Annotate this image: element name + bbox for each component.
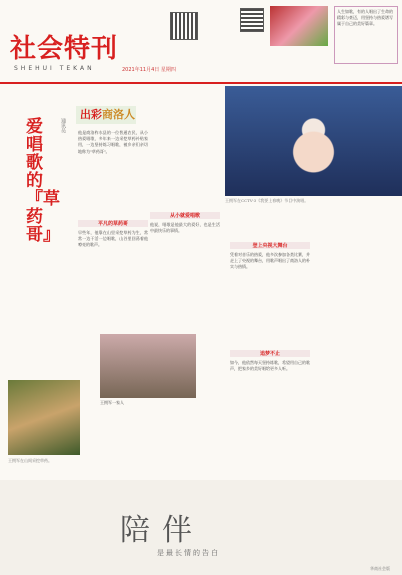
newspaper-subtitle: SHEHUI TEKAN	[14, 65, 95, 72]
article-author: 通讯员	[60, 118, 66, 133]
section-head: 追梦不止	[230, 350, 310, 357]
main-photo-caption: 王拥军在CCTV-3《我要上春晚》节目中演唱。	[225, 198, 309, 203]
section-head: 登上央视大舞台	[230, 242, 310, 249]
main-photo	[225, 86, 402, 196]
article-paragraph: 早些年，他靠在山里采挖草药为生，常常一边干活一边唱歌，山谷里回荡着他嘹亮的歌声。	[78, 230, 148, 248]
section-head: 平凡的草药哥	[78, 220, 148, 227]
column-tag	[76, 106, 136, 124]
header-divider	[0, 82, 402, 84]
article-paragraph: 如今，他依然每天坚持练歌，希望用自己的歌声，把家乡的美好唱给更多人听。	[230, 360, 310, 372]
issue-date: 2021年11月4日 星期四	[122, 67, 176, 73]
banner-title: 陪伴	[120, 513, 204, 548]
header-quote: 人生如歌，有的人唱出了生命的精彩与豪迈，用坚持与热爱谱写属于自己的美好篇章。	[334, 6, 398, 64]
newspaper-title: 社会特刊	[10, 34, 119, 64]
qr-code-icon	[240, 8, 264, 32]
page-footer: 华商社会版	[370, 566, 390, 571]
column-tag-name: 商洛人	[102, 108, 135, 121]
column-tag-prefix: 出彩	[80, 108, 102, 121]
family-photo-caption: 王拥军一家人	[100, 400, 124, 405]
left-photo	[8, 380, 80, 455]
banner-subtitle: 是最长情的告白	[157, 549, 220, 557]
family-photo	[100, 334, 196, 398]
article-paragraph: 凭着对音乐的热爱，他多次参加各类比赛，并走上了央视的舞台，用歌声唱出了商洛人的朴实与热情。	[230, 252, 310, 270]
masthead	[0, 0, 402, 90]
section-head: 从小就爱唱歌	[150, 212, 220, 219]
article-title: 爱唱歌的『草药哥』	[26, 117, 60, 245]
article-lead: 他是商洛柞水县的一位普通农民，从小热爱唱歌，多年来一边采挖草药补贴家用，一边坚持练习唱歌，被乡亲们亲切地称为"草药哥"。	[78, 130, 148, 154]
qr-code-icon	[170, 12, 198, 40]
header-photo	[270, 6, 328, 46]
article-paragraph: 他说，唱歌是他最大的爱好，也是生活中最快乐的事情。	[150, 222, 220, 234]
left-photo-caption: 王拥军在山间采挖草药。	[8, 458, 52, 463]
